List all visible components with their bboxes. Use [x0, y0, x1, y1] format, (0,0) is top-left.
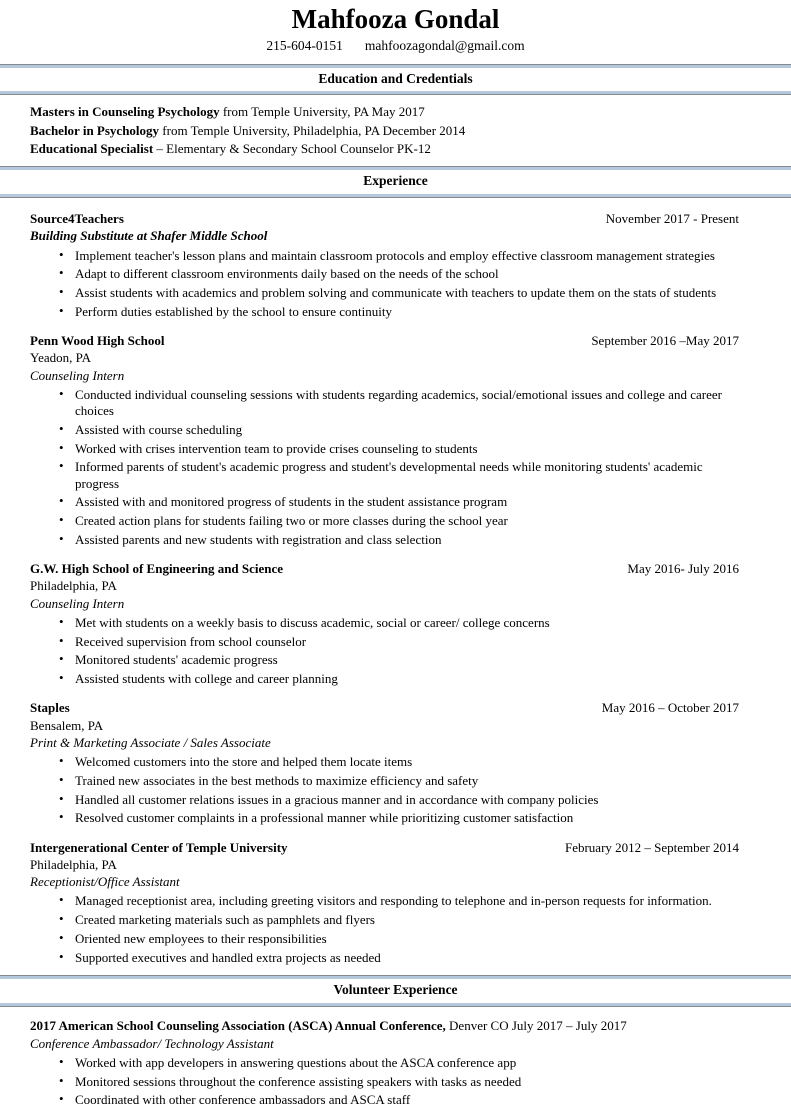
volunteer-heading	[30, 1018, 739, 1035]
section-title-volunteer: Volunteer Experience	[0, 976, 791, 1006]
job-heading	[30, 333, 739, 349]
education-item	[30, 123, 739, 139]
job-heading	[30, 561, 739, 577]
volunteer-bullet: • Coordinated with other conference ambassadors and ASCA staff	[57, 1092, 737, 1108]
job-intergenerational-center	[30, 840, 739, 966]
job-bullet: • Monitored students' academic progress	[57, 652, 737, 668]
job-dates: September 2016 –May 2017	[591, 333, 739, 349]
job-source4teachers	[30, 211, 739, 320]
job-title: Building Substitute at Shafer Middle School	[30, 228, 268, 244]
education-item	[30, 141, 739, 157]
resume-header	[0, 0, 791, 55]
job-company: Staples	[30, 700, 70, 716]
experience-section	[0, 211, 791, 966]
education-item	[30, 104, 739, 120]
job-bullet: • Received supervision from school counselor	[57, 634, 737, 650]
degree-detail: from Temple University, PA May 2017	[219, 104, 425, 120]
job-company: G.W. High School of Engineering and Science	[30, 561, 284, 577]
job-bullet-list	[57, 248, 737, 321]
section-title-education: Education and Credentials	[0, 65, 791, 95]
job-location: Philadelphia, PA	[30, 856, 117, 872]
section-divider-education	[0, 64, 791, 96]
job-bullet: • Created action plans for students failing two or more classes during the school year	[57, 513, 737, 529]
job-bullet: • Met with students on a weekly basis to discuss academic, social or career/ college concerns	[57, 615, 737, 631]
job-bullet-list	[57, 893, 737, 966]
job-bullet-list	[57, 387, 737, 548]
job-bullet: • Assisted with course scheduling	[57, 422, 737, 438]
degree-name: Educational Specialist	[30, 140, 154, 156]
job-bullet: • Adapt to different classroom environments daily based on the needs of the school	[57, 266, 737, 282]
job-bullet: • Trained new associates in the best methods to maximize efficiency and safety	[57, 773, 737, 789]
job-bullet-list	[57, 615, 737, 688]
degree-detail: – Elementary & Secondary School Counselor PK-12	[153, 140, 431, 156]
section-divider-experience	[0, 166, 791, 198]
degree-name: Bachelor in Psychology	[30, 122, 160, 138]
volunteer-bullet: • Monitored sessions throughout the conference assisting speakers with tasks as needed	[57, 1074, 737, 1090]
phone-number: 215-604-0151	[266, 37, 343, 53]
job-bullet: • Implement teacher's lesson plans and maintain classroom protocols and employ effective classroom management strategies	[57, 248, 737, 264]
job-bullet: • Worked with crises intervention team to provide crises counseling to students	[57, 441, 737, 457]
job-bullet: • Conducted individual counseling sessions with students regarding academics, social/emotional issues and college and career choices	[57, 387, 737, 420]
job-bullet: • Supported executives and handled extra projects as needed	[57, 950, 737, 966]
job-company: Intergenerational Center of Temple University	[30, 839, 288, 855]
volunteer-bullet: • Worked with app developers in answering questions about the ASCA conference app	[57, 1055, 737, 1071]
job-penn-wood	[30, 333, 739, 548]
job-bullet: • Assist students with academics and problem solving and communicate with teachers to update them on the stats of students	[57, 285, 737, 301]
section-divider-volunteer	[0, 975, 791, 1007]
email-address: mahfoozagondal@gmail.com	[364, 37, 525, 53]
volunteer-section	[0, 1018, 791, 1109]
job-bullet: • Oriented new employees to their responsibilities	[57, 931, 737, 947]
job-heading	[30, 211, 739, 227]
degree-name: Masters in Counseling Psychology	[30, 104, 220, 120]
job-dates: November 2017 - Present	[605, 211, 739, 227]
job-bullet: • Assisted students with college and career planning	[57, 671, 737, 687]
job-company: Source4Teachers	[30, 211, 124, 227]
job-bullet: • Informed parents of student's academic progress and student's developmental needs while monitoring students' academic progress	[57, 459, 737, 492]
job-dates: May 2016 – October 2017	[601, 700, 739, 716]
education-list	[30, 104, 739, 157]
job-heading	[30, 700, 739, 716]
section-title-experience: Experience	[0, 167, 791, 197]
job-title: Receptionist/Office Assistant	[30, 874, 180, 890]
job-bullet: • Welcomed customers into the store and helped them locate items	[57, 754, 737, 770]
job-bullet-list	[57, 754, 737, 827]
job-gw-high-school	[30, 561, 739, 687]
volunteer-event-detail: Denver CO July 2017 – July 2017	[445, 1017, 627, 1033]
volunteer-bullet-list	[57, 1055, 737, 1109]
job-bullet: • Assisted parents and new students with registration and class selection	[57, 532, 737, 548]
job-bullet: • Handled all customer relations issues in a gracious manner and in accordance with company policies	[57, 792, 737, 808]
job-dates: February 2012 – September 2014	[564, 839, 739, 855]
job-bullet: • Assisted with and monitored progress of students in the student assistance program	[57, 494, 737, 510]
job-bullet: • Managed receptionist area, including greeting visitors and responding to telephone and in-person requests for information.	[57, 893, 737, 909]
job-title: Counseling Intern	[30, 595, 125, 611]
job-location: Bensalem, PA	[30, 717, 104, 733]
degree-detail: from Temple University, Philadelphia, PA December 2014	[159, 122, 466, 138]
education-section	[0, 104, 791, 157]
job-company: Penn Wood High School	[30, 333, 165, 349]
volunteer-role: Conference Ambassador/ Technology Assistant	[30, 1035, 274, 1051]
volunteer-event-name: 2017 American School Counseling Association (ASCA) Annual Conference,	[30, 1017, 446, 1033]
job-bullet: • Resolved customer complaints in a professional manner while prioritizing customer satisfaction	[57, 810, 737, 826]
job-title: Print & Marketing Associate / Sales Associate	[30, 734, 271, 750]
volunteer-entry	[30, 1018, 739, 1109]
job-heading	[30, 840, 739, 856]
job-location: Philadelphia, PA	[30, 578, 117, 594]
job-bullet: • Perform duties established by the school to ensure continuity	[57, 304, 737, 320]
job-location: Yeadon, PA	[30, 350, 92, 366]
job-title: Counseling Intern	[30, 367, 125, 383]
job-staples	[30, 700, 739, 826]
job-dates: May 2016- July 2016	[627, 561, 739, 577]
candidate-name: Mahfooza Gondal	[291, 4, 500, 34]
contact-line	[0, 38, 791, 55]
job-bullet: • Created marketing materials such as pamphlets and flyers	[57, 912, 737, 928]
